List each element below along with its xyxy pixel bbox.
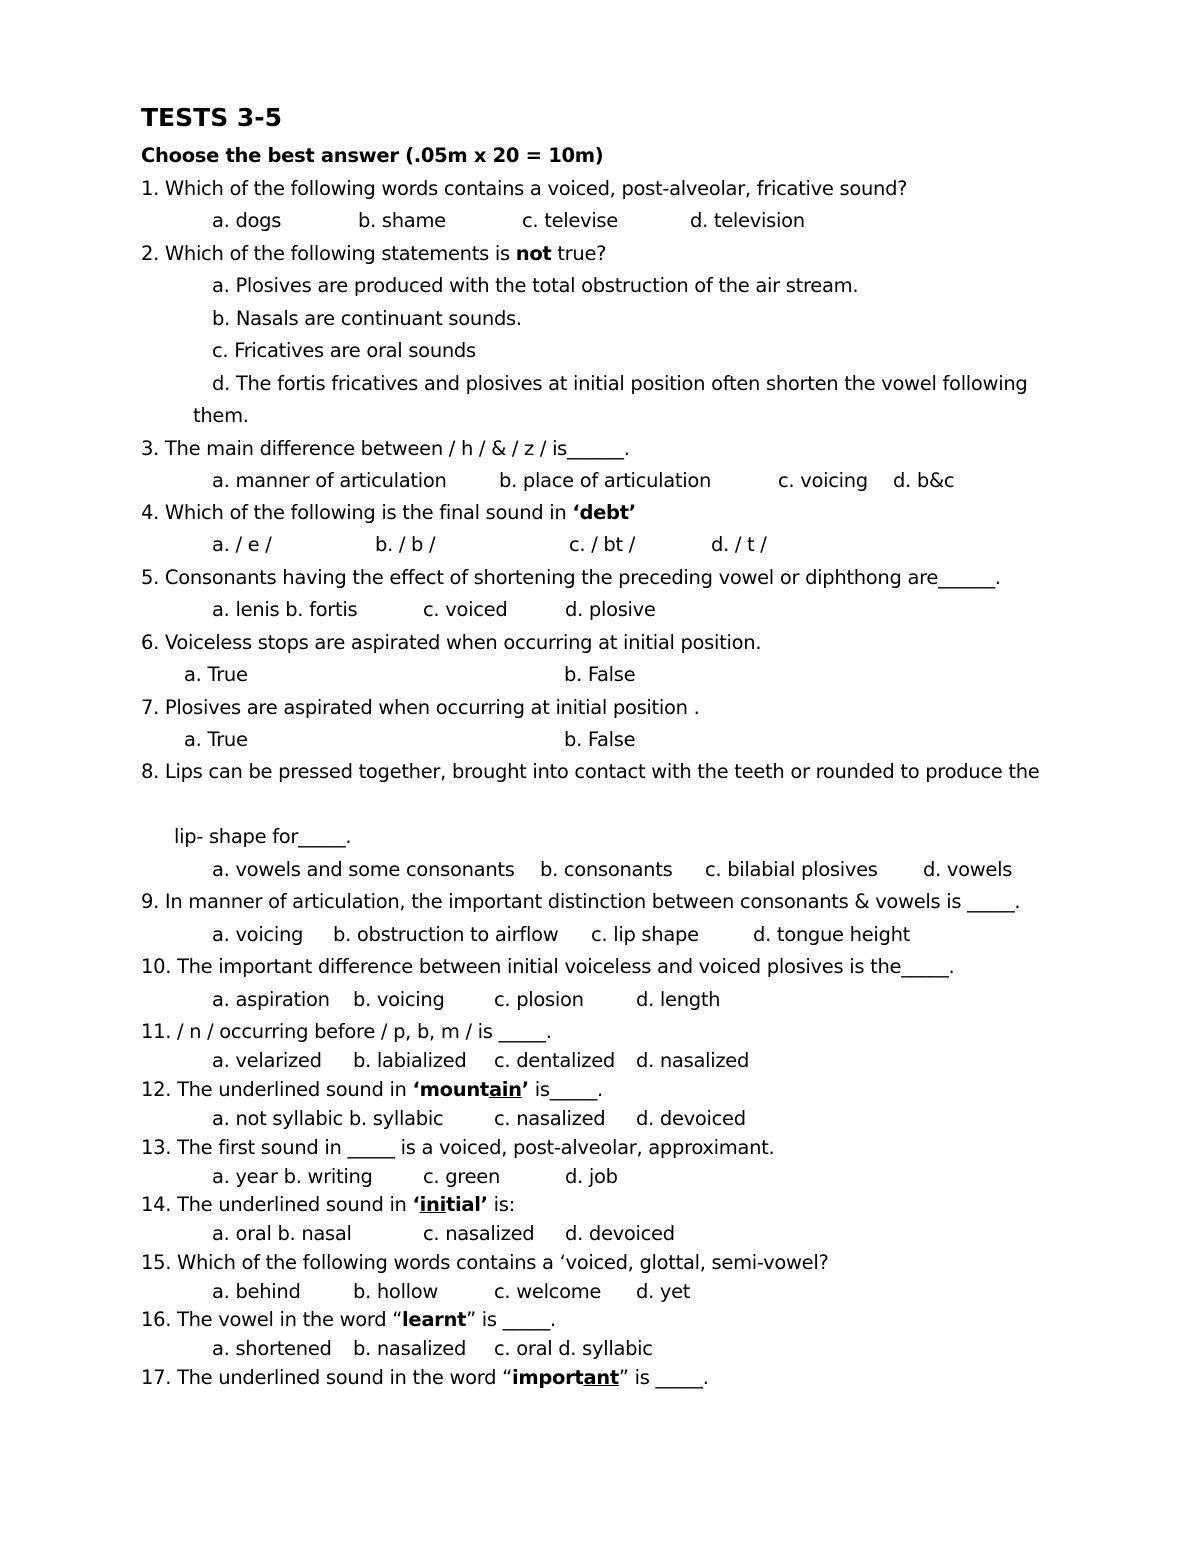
question-16-option-a: a. shortened xyxy=(212,1337,332,1360)
question-15-option-a: a. behind xyxy=(212,1280,301,1303)
question-15-option-b: b. hollow xyxy=(353,1280,439,1303)
question-12-stem xyxy=(141,1078,603,1102)
question-16-word: learnt xyxy=(402,1308,467,1331)
question-17-stem-end: ” is _____. xyxy=(618,1366,709,1389)
question-2-stem-text: 2. Which of the following statements is xyxy=(141,242,516,265)
question-2-option-d-continued: them. xyxy=(193,404,249,427)
question-9-option-c: c. lip shape xyxy=(591,923,699,946)
question-9-option-a: a. voicing xyxy=(212,923,304,946)
question-17-word-underlined: ant xyxy=(583,1366,619,1389)
question-10-option-a: a. aspiration xyxy=(212,988,330,1011)
question-13-stem: 13. The first sound in _____ is a voiced, post-alveolar, approximant. xyxy=(141,1136,775,1159)
question-15-option-d: d. yet xyxy=(636,1280,691,1303)
question-14-word-start: ‘ xyxy=(412,1193,420,1216)
question-12-word-underlined: ain xyxy=(488,1078,522,1101)
instruction: Choose the best answer (.05m x 20 = 10m) xyxy=(141,144,604,167)
question-12-stem-end: is_____. xyxy=(528,1078,603,1101)
question-7-option-a: a. True xyxy=(184,728,248,751)
question-8-stem: 8. Lips can be pressed together, brought into contact with the teeth or rounded to produce the xyxy=(141,760,1040,783)
question-10-option-b: b. voicing xyxy=(353,988,445,1011)
question-4-option-b: b. / b / xyxy=(375,533,436,556)
question-14-word-underlined: ini xyxy=(419,1193,446,1216)
question-5-option-d: d. plosive xyxy=(565,598,656,621)
question-8-option-d: d. vowels xyxy=(923,858,1013,881)
question-4-stem xyxy=(141,501,636,525)
question-7-stem: 7. Plosives are aspirated when occurring at initial position . xyxy=(141,696,700,719)
question-14-option-ab: a. oral b. nasal xyxy=(212,1222,352,1245)
question-1-option-d: d. television xyxy=(690,209,805,232)
question-14-option-c: c. nasalized xyxy=(423,1222,535,1245)
question-16-option-cd: c. oral d. syllabic xyxy=(494,1337,653,1360)
question-9-stem: 9. In manner of articulation, the important distinction between consonants & vowels is _____. xyxy=(141,890,1021,913)
question-6-stem: 6. Voiceless stops are aspirated when occurring at initial position. xyxy=(141,631,762,654)
question-11-option-b: b. labialized xyxy=(353,1049,467,1072)
question-7-option-b: b. False xyxy=(564,728,636,751)
question-16-stem-end: ” is _____. xyxy=(466,1308,556,1331)
question-10-stem: 10. The important difference between initial voiceless and voiced plosives is the_____. xyxy=(141,955,955,978)
question-15-stem: 15. Which of the following words contains a ‘voiced, glottal, semi-vowel? xyxy=(141,1251,829,1274)
question-17-stem xyxy=(141,1366,709,1390)
question-11-option-c: c. dentalized xyxy=(494,1049,615,1072)
question-1-option-b: b. shame xyxy=(358,209,446,232)
question-14-stem-text: 14. The underlined sound in xyxy=(141,1193,413,1216)
question-2-option-c: c. Fricatives are oral sounds xyxy=(212,339,476,362)
question-16-stem-text: 16. The vowel in the word “ xyxy=(141,1308,403,1331)
question-5-option-ab: a. lenis b. fortis xyxy=(212,598,358,621)
question-9-option-b: b. obstruction to airflow xyxy=(333,923,559,946)
question-14-option-d: d. devoiced xyxy=(565,1222,675,1245)
question-9-option-d: d. tongue height xyxy=(753,923,910,946)
question-3-stem: 3. The main difference between / h / & / z / is______. xyxy=(141,437,630,460)
question-4-stem-text: 4. Which of the following is the final sound in xyxy=(141,501,573,524)
question-12-stem-text: 12. The underlined sound in xyxy=(141,1078,413,1101)
question-4-word: ‘debt’ xyxy=(572,501,636,524)
question-1-option-c: c. televise xyxy=(522,209,618,232)
question-14-word-end: tial’ xyxy=(445,1193,488,1216)
question-4-option-d: d. / t / xyxy=(711,533,767,556)
question-17-word-start: import xyxy=(511,1366,584,1389)
question-5-option-c: c. voiced xyxy=(423,598,508,621)
question-3-option-a: a. manner of articulation xyxy=(212,469,447,492)
question-6-option-b: b. False xyxy=(564,663,636,686)
question-3-option-b: b. place of articulation xyxy=(499,469,712,492)
question-13-option-ab: a. year b. writing xyxy=(212,1165,373,1188)
question-8-option-a: a. vowels and some consonants xyxy=(212,858,515,881)
question-4-option-a: a. / e / xyxy=(212,533,272,556)
question-2-stem-end: true? xyxy=(551,242,607,265)
question-11-option-d: d. nasalized xyxy=(636,1049,750,1072)
question-8-stem-continued: lip- shape for_____. xyxy=(174,825,352,848)
question-12-option-d: d. devoiced xyxy=(636,1107,746,1130)
question-11-option-a: a. velarized xyxy=(212,1049,322,1072)
question-3-option-d: d. b&c xyxy=(893,469,955,492)
question-12-word-start: ‘mount xyxy=(412,1078,489,1101)
question-8-option-b: b. consonants xyxy=(540,858,673,881)
question-17-stem-text: 17. The underlined sound in the word “ xyxy=(141,1366,512,1389)
question-14-stem-end: is: xyxy=(487,1193,515,1216)
question-14-stem xyxy=(141,1193,515,1217)
question-12-option-c: c. nasalized xyxy=(494,1107,606,1130)
question-8-option-c: c. bilabial plosives xyxy=(705,858,878,881)
question-3-option-c: c. voicing xyxy=(778,469,868,492)
question-10-option-c: c. plosion xyxy=(494,988,584,1011)
question-13-option-c: c. green xyxy=(423,1165,501,1188)
question-1-option-a: a. dogs xyxy=(212,209,282,232)
question-16-stem xyxy=(141,1308,556,1332)
question-15-option-c: c. welcome xyxy=(494,1280,602,1303)
page-title: TESTS 3-5 xyxy=(141,103,283,132)
question-2-stem-emphasis: not xyxy=(515,242,552,265)
question-2-option-b: b. Nasals are continuant sounds. xyxy=(212,307,522,330)
question-2-option-d: d. The fortis fricatives and plosives at initial position often shorten the vowel following xyxy=(212,372,1028,395)
question-12-word-end: ’ xyxy=(521,1078,529,1101)
question-4-option-c: c. / bt / xyxy=(569,533,635,556)
question-2-option-a: a. Plosives are produced with the total obstruction of the air stream. xyxy=(212,274,859,297)
question-11-stem: 11. / n / occurring before / p, b, m / is _____. xyxy=(141,1020,552,1043)
question-10-option-d: d. length xyxy=(636,988,721,1011)
question-5-stem: 5. Consonants having the effect of shortening the preceding vowel or diphthong are______. xyxy=(141,566,1001,589)
question-1-stem: 1. Which of the following words contains a voiced, post-alveolar, fricative sound? xyxy=(141,177,908,200)
question-12-option-ab: a. not syllabic b. syllabic xyxy=(212,1107,444,1130)
question-16-option-b: b. nasalized xyxy=(353,1337,467,1360)
question-13-option-d: d. job xyxy=(565,1165,618,1188)
question-2-stem xyxy=(141,242,606,266)
question-6-option-a: a. True xyxy=(184,663,248,686)
